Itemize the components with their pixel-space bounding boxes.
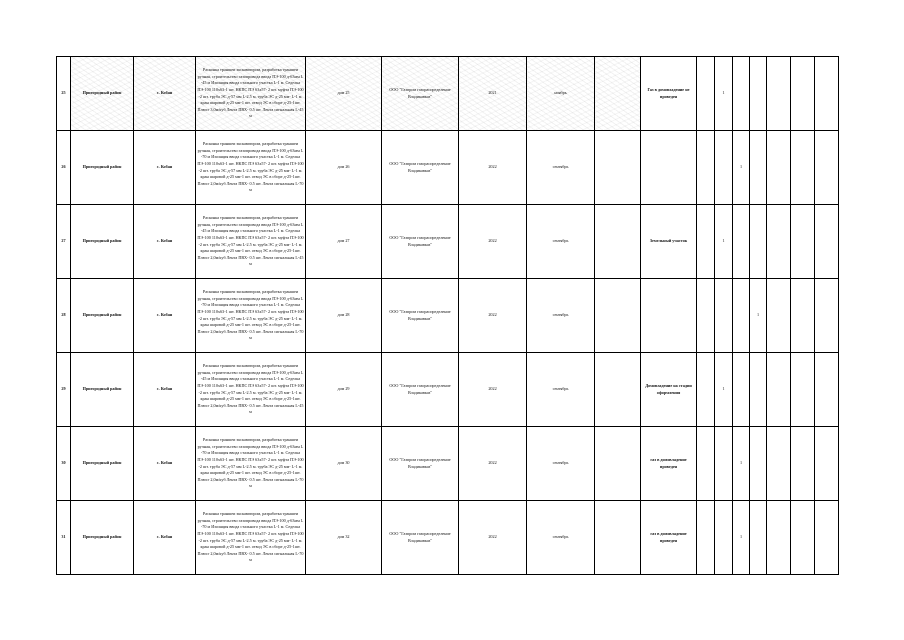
- table-row: [57, 501, 839, 575]
- table-row: [57, 279, 839, 353]
- empty-cell: [815, 205, 839, 279]
- blank-cell: [595, 353, 641, 427]
- house-cell: дом 27: [306, 205, 382, 279]
- year-cell: 2022: [459, 427, 527, 501]
- empty-cell: [791, 353, 815, 427]
- mark-cell: 1: [715, 57, 733, 131]
- blank-cell: [595, 205, 641, 279]
- empty-cell: [715, 427, 733, 501]
- table-row: [57, 57, 839, 131]
- year-cell: 2021: [459, 57, 527, 131]
- empty-cell: [697, 205, 715, 279]
- work-description-cell: Расконка траншеи экскаватором, разработка траншеи ручная, строительство газопровода ввода ПЭ-100 д-63мм L -70 м Изоляция ввода стального участка L-1 м. Седелка ПЭ-100 110х63-1 шт. НКПС ПЭ 63х57- 2 шт. муфта ПЭ-100 -2 шт. труба ЭС д-57 мм L-2.5 м. труба ЭС д-25 мм- L-1 м. кран шаровой д-25 мм-1 шт. отвод ЭС в сборе д-25-1шт. Плюсг 2,0м/куб Лента ПВХ- 0.5 шт. Лента сигнальная L-70 м: [196, 427, 306, 501]
- empty-cell: [815, 501, 839, 575]
- village-cell: с. Кобан: [134, 501, 196, 575]
- work-description-cell: Расконка траншеи экскаватором, разработка траншеи ручная, строительство газопровода ввода ПЭ-100 д-63мм L -70 м Изоляция ввода стального участка L-1 м. Седелка ПЭ-100 110х63-1 шт. НКПС ПЭ 63х57- 2 шт. муфта ПЭ-100 -2 шт. труба ЭС д-57 мм L-2.5 м. труба ЭС д-25 мм- L-1 м. кран шаровой д-25 мм-1 шт. отвод ЭС в сборе д-25-1шт. Плюсг 2,0м/куб Лента ПВХ- 0.5 шт. Лента сигнальная L-70 м: [196, 501, 306, 575]
- district-cell: Пригородный район: [71, 205, 134, 279]
- empty-cell: [750, 205, 767, 279]
- month-cell: сентябрь: [527, 131, 595, 205]
- organization-cell: ООО "Газпром газораспределение Владикавказ": [382, 57, 459, 131]
- empty-cell: [733, 353, 750, 427]
- empty-cell: [815, 57, 839, 131]
- empty-cell: [715, 279, 733, 353]
- blank-cell: [595, 427, 641, 501]
- year-cell: 2022: [459, 131, 527, 205]
- empty-cell: [767, 427, 791, 501]
- village-cell: с. Кобан: [134, 131, 196, 205]
- empty-cell: [767, 131, 791, 205]
- house-cell: дом 26: [306, 131, 382, 205]
- empty-cell: [715, 501, 733, 575]
- empty-cell: [733, 57, 750, 131]
- empty-cell: [697, 427, 715, 501]
- gasification-table: [56, 56, 839, 575]
- mark-cell: 1: [733, 501, 750, 575]
- house-cell: дом 32: [306, 501, 382, 575]
- row-number: 28: [57, 279, 71, 353]
- empty-cell: [791, 205, 815, 279]
- row-number: 26: [57, 131, 71, 205]
- district-cell: Пригородный район: [71, 427, 134, 501]
- empty-cell: [750, 57, 767, 131]
- row-number: 31: [57, 501, 71, 575]
- house-cell: дом 30: [306, 427, 382, 501]
- month-cell: сентябрь: [527, 279, 595, 353]
- row-number: 27: [57, 205, 71, 279]
- village-cell: с. Кобан: [134, 427, 196, 501]
- blank-cell: [595, 57, 641, 131]
- empty-cell: [791, 57, 815, 131]
- table-row: [57, 205, 839, 279]
- district-cell: Пригородный район: [71, 57, 134, 131]
- note-cell: [641, 279, 697, 353]
- empty-cell: [815, 279, 839, 353]
- district-cell: Пригородный район: [71, 353, 134, 427]
- empty-cell: [767, 353, 791, 427]
- row-number: 30: [57, 427, 71, 501]
- year-cell: 2022: [459, 205, 527, 279]
- month-cell: сентябрь: [527, 501, 595, 575]
- note-cell: Земельный участок: [641, 205, 697, 279]
- month-cell: ноябрь: [527, 57, 595, 131]
- mark-cell: 1: [733, 427, 750, 501]
- house-cell: дом 28: [306, 279, 382, 353]
- table-body: [57, 57, 839, 575]
- empty-cell: [733, 279, 750, 353]
- empty-cell: [791, 279, 815, 353]
- empty-cell: [750, 353, 767, 427]
- work-description-cell: Расконка траншеи экскаватором, разработка траншеи ручная, строительство газопровода ввода ПЭ-100 д-63мм L -45 м Изоляция ввода стального участка L-1 м. Седелка ПЭ-100 110х63-1 шт. НКПС ПЭ 63х57- 2 шт. муфта ПЭ-100 -2 шт. труба ЭС д-57 мм L-2.5 м. труба ЭС д-25 мм- L-1 м. кран шаровой д-25 мм-1 шт. отвод ЭС в сборе д-25-1шт. Плюсг 2,0м/куб Лента ПВХ- 0.5 шт. Лента сигнальная L-45 м: [196, 353, 306, 427]
- blank-cell: [595, 279, 641, 353]
- empty-cell: [715, 131, 733, 205]
- note-cell: газ в домовладение проведен: [641, 501, 697, 575]
- empty-cell: [815, 427, 839, 501]
- empty-cell: [767, 501, 791, 575]
- empty-cell: [697, 131, 715, 205]
- empty-cell: [791, 501, 815, 575]
- empty-cell: [791, 131, 815, 205]
- mark-cell: 1: [733, 131, 750, 205]
- mark-cell: 1: [715, 205, 733, 279]
- table-row: [57, 427, 839, 501]
- empty-cell: [767, 205, 791, 279]
- empty-cell: [697, 279, 715, 353]
- note-cell: [641, 131, 697, 205]
- village-cell: с. Кобан: [134, 205, 196, 279]
- district-cell: Пригородный район: [71, 131, 134, 205]
- village-cell: с. Кобан: [134, 353, 196, 427]
- year-cell: 2022: [459, 501, 527, 575]
- row-number: 29: [57, 353, 71, 427]
- empty-cell: [815, 131, 839, 205]
- note-cell: Домовладение на стадии оформления: [641, 353, 697, 427]
- empty-cell: [733, 205, 750, 279]
- empty-cell: [767, 57, 791, 131]
- year-cell: 2022: [459, 279, 527, 353]
- empty-cell: [750, 501, 767, 575]
- village-cell: с. Кобан: [134, 57, 196, 131]
- month-cell: сентябрь: [527, 353, 595, 427]
- house-cell: дом 29: [306, 353, 382, 427]
- organization-cell: ООО "Газпром газораспределение Владикавказ": [382, 131, 459, 205]
- empty-cell: [750, 131, 767, 205]
- empty-cell: [815, 353, 839, 427]
- organization-cell: ООО "Газпром газораспределение Владикавказ": [382, 501, 459, 575]
- district-cell: Пригородный район: [71, 501, 134, 575]
- organization-cell: ООО "Газпром газораспределение Владикавказ": [382, 279, 459, 353]
- district-cell: Пригородный район: [71, 279, 134, 353]
- note-cell: Газ в домовладение не проведен: [641, 57, 697, 131]
- blank-cell: [595, 501, 641, 575]
- work-description-cell: Расконка траншеи экскаватором, разработка траншеи ручная, строительство газопровода ввода ПЭ-100 д-63мм L -45 м Изоляция ввода стального участка L-1 м. Седелка ПЭ-100 110х63-1 шт. НКПС ПЭ 63х57- 2 шт. муфта ПЭ-100 -2 шт. труба ЭС д-57 мм L-2.5 м. труба ЭС д-25 мм- L-1 м. кран шаровой д-25 мм-1 шт. отвод ЭС в сборе д-25-1шт. Плюсг 3,0м/куб Лента ПВХ- 0.5 шт. Лента сигнальная L-45 м: [196, 57, 306, 131]
- work-description-cell: Расконка траншеи экскаватором, разработка траншеи ручная, строительство газопровода ввода ПЭ-100 д-63мм L -45 м Изоляция ввода стального участка L-1 м. Седелка ПЭ-100 110х63-1 шт. НКПС ПЭ 63х57- 2 шт. муфта ПЭ-100 -2 шт. труба ЭС д-57 мм L-2.5 м. труба ЭС д-25 мм- L-1 м. кран шаровой д-25 мм-1 шт. отвод ЭС в сборе д-25-1шт. Плюсг 2,0м/куб Лента ПВХ- 0.5 шт. Лента сигнальная L-45 м: [196, 205, 306, 279]
- table-row: [57, 353, 839, 427]
- note-cell: газ в домовладение проведен: [641, 427, 697, 501]
- empty-cell: [750, 427, 767, 501]
- work-description-cell: Расконка траншеи экскаватором, разработка траншеи ручная, строительство газопровода ввода ПЭ-100 д-63мм L -70 м Изоляция ввода стального участка L-1 м. Седелка ПЭ-100 110х63-1 шт. НКПС ПЭ 63х57- 2 шт. муфта ПЭ-100 -2 шт. труба ЭС д-57 мм L-2.5 м. труба ЭС д-25 мм- L-1 м. кран шаровой д-25 мм-1 шт. отвод ЭС в сборе д-25-1шт. Плюсг 2,0м/куб Лента ПВХ- 0.5 шт. Лента сигнальная L-70 м: [196, 131, 306, 205]
- organization-cell: ООО "Газпром газораспределение Владикавказ": [382, 205, 459, 279]
- year-cell: 2022: [459, 353, 527, 427]
- mark-cell: 1: [715, 353, 733, 427]
- month-cell: сентябрь: [527, 205, 595, 279]
- empty-cell: [791, 427, 815, 501]
- house-cell: дом 25: [306, 57, 382, 131]
- month-cell: сентябрь: [527, 427, 595, 501]
- table-row: [57, 131, 839, 205]
- empty-cell: [697, 353, 715, 427]
- row-number: 25: [57, 57, 71, 131]
- blank-cell: [595, 131, 641, 205]
- organization-cell: ООО "Газпром газораспределение Владикавказ": [382, 427, 459, 501]
- work-description-cell: Расконка траншеи экскаватором, разработка траншеи ручная, строительство газопровода ввода ПЭ-100 д-63мм L -70 м Изоляция ввода стального участка L-1 м. Седелка ПЭ-100 110х63-1 шт. НКПС ПЭ 63х57- 2 шт. муфта ПЭ-100 -2 шт. труба ЭС д-57 мм L-2.5 м. труба ЭС д-25 мм- L-1 м. кран шаровой д-25 мм-1 шт. отвод ЭС в сборе д-25-1шт. Плюсг 2,0м/куб Лента ПВХ- 0.5 шт. Лента сигнальная L-70 м: [196, 279, 306, 353]
- empty-cell: [697, 57, 715, 131]
- organization-cell: ООО "Газпром газораспределение Владикавказ": [382, 353, 459, 427]
- empty-cell: [697, 501, 715, 575]
- empty-cell: [767, 279, 791, 353]
- village-cell: с. Кобан: [134, 279, 196, 353]
- mark-cell: 1: [750, 279, 767, 353]
